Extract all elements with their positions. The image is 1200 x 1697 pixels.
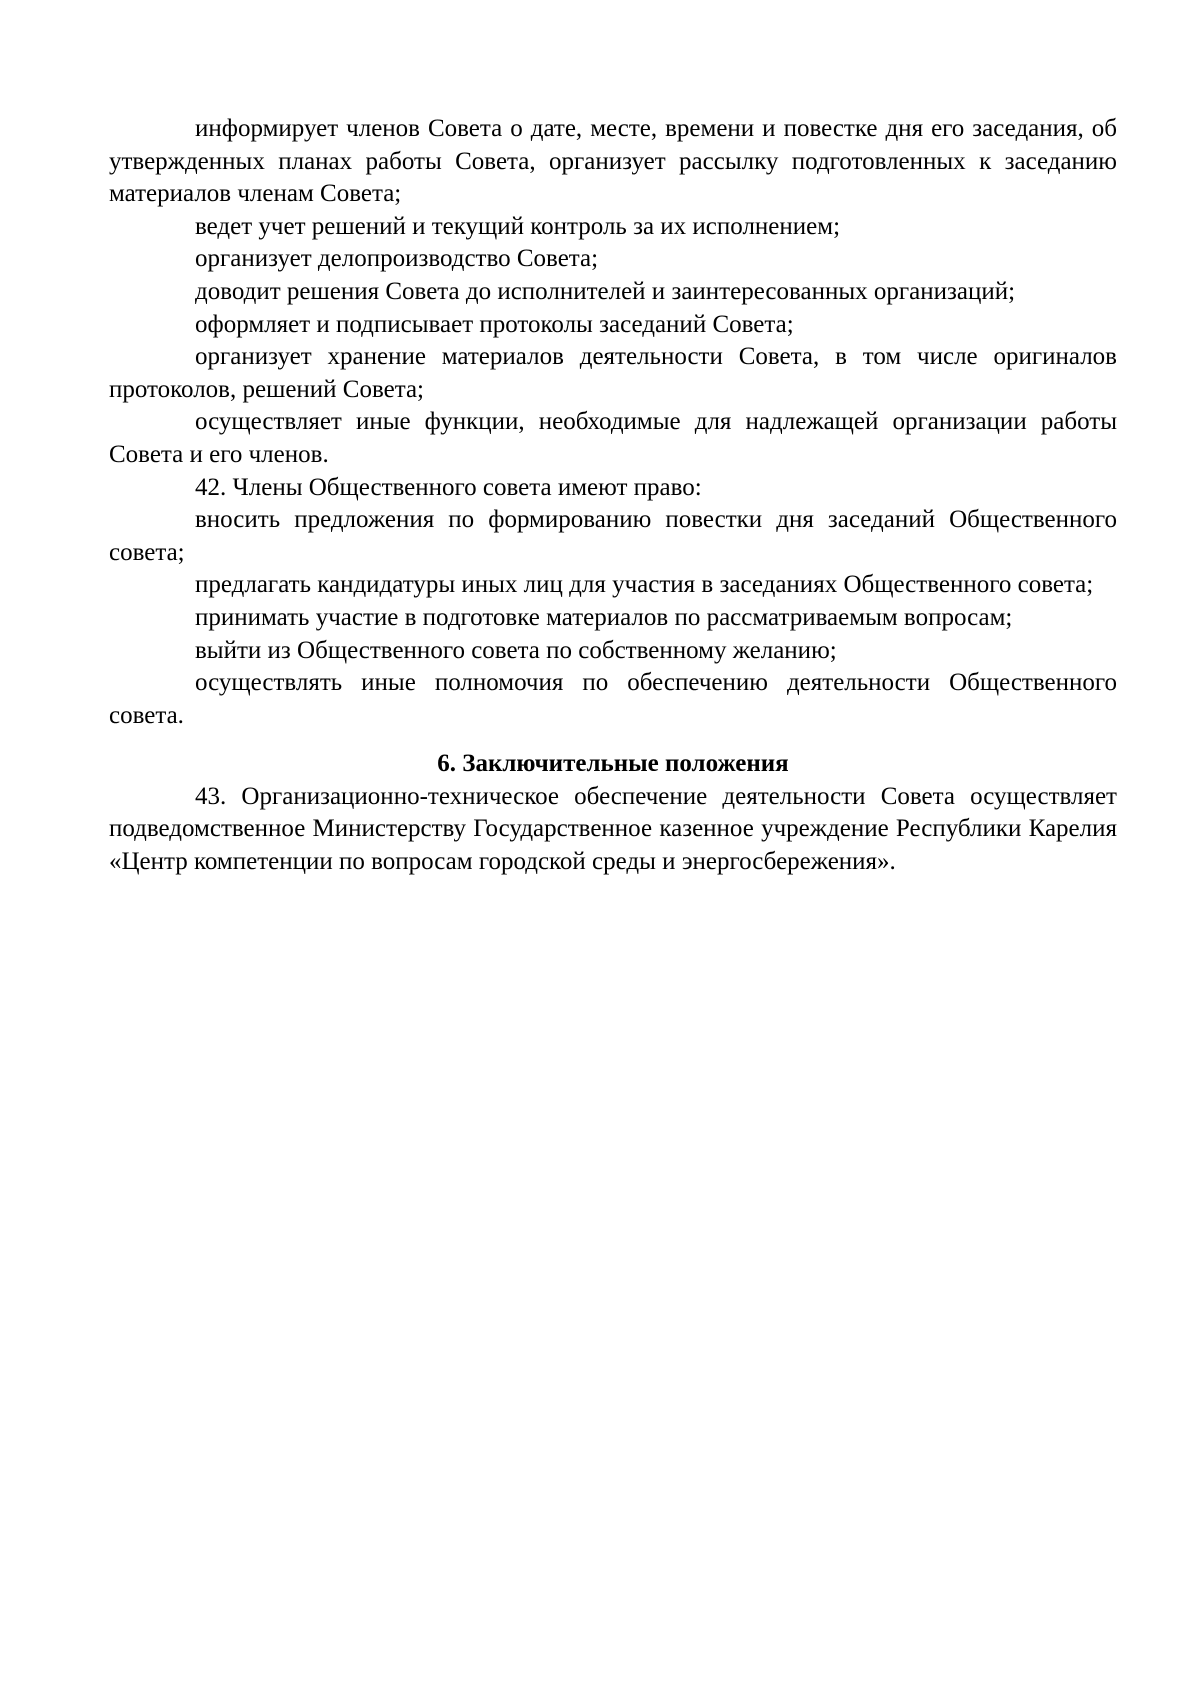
paragraph-43-support: 43. Организационно-техническое обеспечение деятельности Совета осуществляет подведомственное Министерству Государственное казенное учреждение Республики Карелия «Центр компетенции по вопросам городской среды и энергосбережения».: [109, 782, 1117, 876]
paragraph-leave-council: выйти из Общественного совета по собственному желанию;: [195, 636, 837, 664]
paragraph-store-materials: организует хранение материалов деятельности Совета, в том числе оригиналов протоколов, решений Совета;: [109, 343, 1117, 403]
paragraph-inform-members: информирует членов Совета о дате, месте, времени и повестке дня его заседания, об утвержденных планах работы Совета, организует рассылку подготовленных к заседанию материалов членам Совета;: [109, 115, 1117, 208]
paragraph-records-management: организует делопроизводство Совета;: [195, 245, 599, 273]
section-heading: 6. Заключительные положения: [437, 750, 789, 778]
paragraph-42-rights: 42. Члены Общественного совета имеют право:: [195, 473, 702, 501]
paragraph-agenda-proposals: вносить предложения по формированию повестки дня заседаний Общественного совета;: [109, 506, 1117, 566]
paragraph-record-decisions: ведет учет решений и текущий контроль за их исполнением;: [195, 212, 841, 240]
paragraph-sign-protocols: оформляет и подписывает протоколы заседаний Совета;: [195, 310, 794, 338]
paragraph-prepare-materials: принимать участие в подготовке материалов по рассматриваемым вопросам;: [195, 603, 1013, 631]
paragraph-other-powers: осуществлять иные полномочия по обеспечению деятельности Общественного совета.: [109, 669, 1117, 729]
document-body: [109, 113, 1117, 879]
paragraph-other-functions: осуществляет иные функции, необходимые для надлежащей организации работы Совета и его членов.: [109, 408, 1117, 468]
paragraph-propose-candidates: предлагать кандидатуры иных лиц для участия в заседаниях Общественного совета;: [195, 571, 1094, 599]
paragraph-communicate-decisions: доводит решения Совета до исполнителей и заинтересованных организаций;: [195, 277, 1016, 305]
